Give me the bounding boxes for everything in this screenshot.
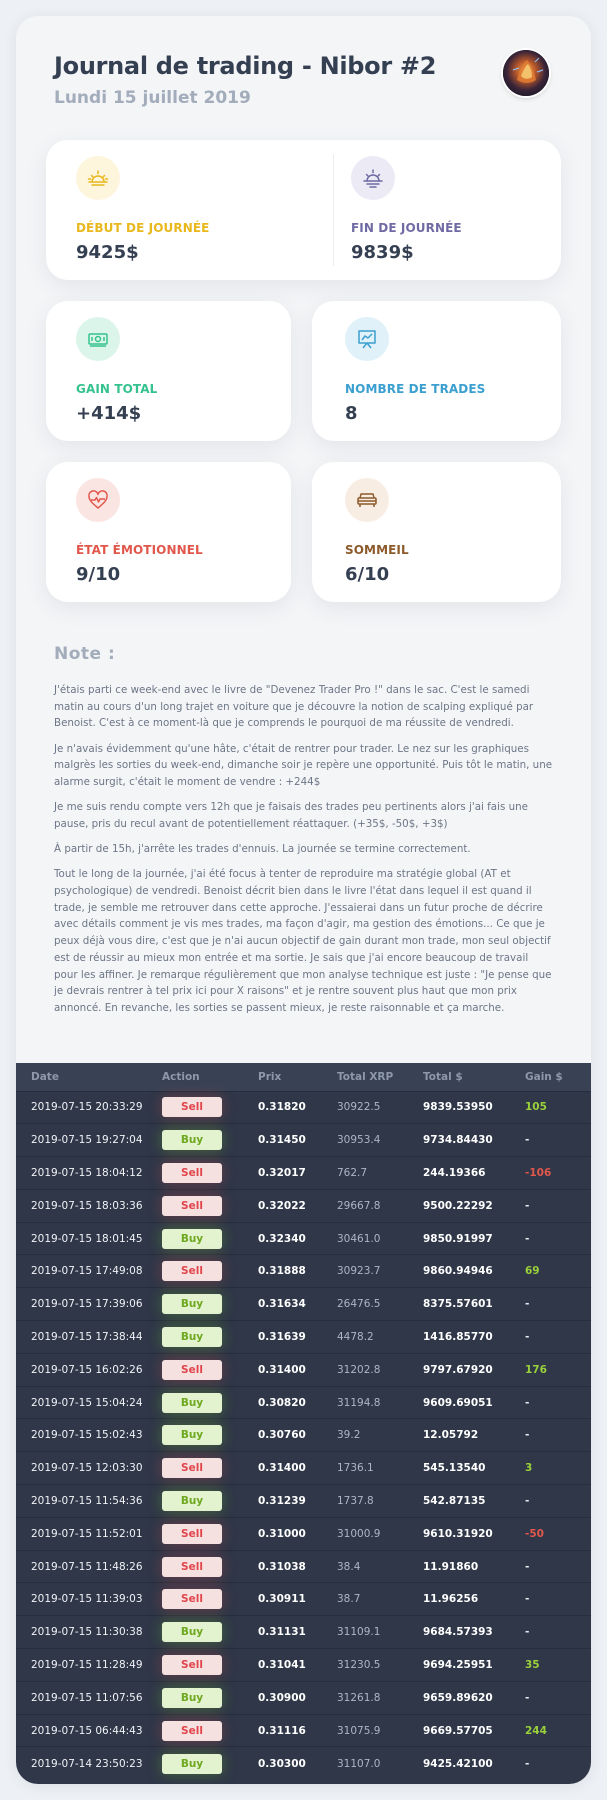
trade-price: 0.31820 xyxy=(258,1091,337,1124)
sell-badge: Sell xyxy=(162,1163,222,1183)
table-row[interactable] xyxy=(16,1157,591,1190)
trade-total-usd: 244.19366 xyxy=(423,1157,525,1190)
trade-date: 2019-07-15 11:48:26 xyxy=(16,1550,162,1583)
sleep-value: 6/10 xyxy=(345,564,390,585)
trade-gain: - xyxy=(525,1419,591,1452)
trade-price: 0.31400 xyxy=(258,1452,337,1485)
page-date: Lundi 15 juillet 2019 xyxy=(54,88,251,108)
trade-date: 2019-07-15 06:44:43 xyxy=(16,1714,162,1747)
trade-gain: 244 xyxy=(525,1714,591,1747)
sell-badge: Sell xyxy=(162,1097,222,1117)
trade-total-xrp: 26476.5 xyxy=(337,1288,423,1321)
trade-gain: -50 xyxy=(525,1517,591,1550)
trade-date: 2019-07-14 23:50:23 xyxy=(16,1747,162,1780)
table-row[interactable] xyxy=(16,1485,591,1518)
trade-price: 0.31038 xyxy=(258,1550,337,1583)
buy-badge: Buy xyxy=(162,1754,222,1774)
trade-total-usd: 542.87135 xyxy=(423,1485,525,1518)
trade-total-xrp: 31194.8 xyxy=(337,1386,423,1419)
buy-badge: Buy xyxy=(162,1327,222,1347)
trade-total-usd: 9609.69051 xyxy=(423,1386,525,1419)
sell-badge: Sell xyxy=(162,1589,222,1609)
trade-price: 0.30760 xyxy=(258,1419,337,1452)
trade-total-usd: 9797.67920 xyxy=(423,1353,525,1386)
column-header-date[interactable]: Date xyxy=(16,1063,162,1091)
emotion-label: ÉTAT ÉMOTIONNEL xyxy=(76,543,203,557)
note-paragraph: Je n'avais évidemment qu'une hâte, c'était de rentrer pour trader. Le nez sur les graphiques malgrès les sorties du week-end, dimanche soir je repère une opportunité. Puis tôt le matin, une alarme surgit, c'était le moment de vendre : +244$ xyxy=(54,742,553,789)
trade-price: 0.31131 xyxy=(258,1616,337,1649)
table-row[interactable] xyxy=(16,1222,591,1255)
trade-action-cell xyxy=(162,1157,258,1190)
trade-total-xrp: 31109.1 xyxy=(337,1616,423,1649)
trade-date: 2019-07-15 18:01:45 xyxy=(16,1222,162,1255)
column-header-total-usd[interactable]: Total $ xyxy=(423,1063,525,1091)
trade-gain: 35 xyxy=(525,1649,591,1682)
trade-price: 0.30300 xyxy=(258,1747,337,1780)
trade-total-usd: 9684.57393 xyxy=(423,1616,525,1649)
sunrise-icon xyxy=(76,156,120,200)
trade-total-xrp: 30461.0 xyxy=(337,1222,423,1255)
trade-price: 0.31634 xyxy=(258,1288,337,1321)
column-header-total-xrp[interactable]: Total XRP xyxy=(337,1063,423,1091)
table-row[interactable] xyxy=(16,1517,591,1550)
trade-date: 2019-07-15 11:30:38 xyxy=(16,1616,162,1649)
table-row[interactable] xyxy=(16,1288,591,1321)
trade-total-usd: 1416.85770 xyxy=(423,1321,525,1354)
trade-total-xrp: 1737.8 xyxy=(337,1485,423,1518)
sleep-label: SOMMEIL xyxy=(345,543,409,557)
table-row[interactable] xyxy=(16,1386,591,1419)
trade-total-xrp: 38.7 xyxy=(337,1583,423,1616)
heart-pulse-icon xyxy=(76,478,120,522)
trade-total-usd: 9694.25951 xyxy=(423,1649,525,1682)
trade-date: 2019-07-15 18:03:36 xyxy=(16,1189,162,1222)
total-gain-card xyxy=(46,301,291,441)
buy-badge: Buy xyxy=(162,1229,222,1249)
sleep-card xyxy=(312,462,561,602)
trade-date: 2019-07-15 20:33:29 xyxy=(16,1091,162,1124)
column-header-price[interactable]: Prix xyxy=(258,1063,337,1091)
trade-gain: - xyxy=(525,1189,591,1222)
trade-total-xrp: 31230.5 xyxy=(337,1649,423,1682)
trade-total-xrp: 38.4 xyxy=(337,1550,423,1583)
trade-total-usd: 12.05792 xyxy=(423,1419,525,1452)
table-row[interactable] xyxy=(16,1353,591,1386)
table-row[interactable] xyxy=(16,1321,591,1354)
table-row[interactable] xyxy=(16,1452,591,1485)
table-row[interactable] xyxy=(16,1124,591,1157)
note-paragraph: Je me suis rendu compte vers 12h que je faisais des trades peu pertinents alors j'ai fais une pause, pris du recul avant de potentiellement réattaquer. (+35$, -50$, +3$) xyxy=(54,801,528,830)
trade-total-xrp: 30923.7 xyxy=(337,1255,423,1288)
table-row[interactable] xyxy=(16,1681,591,1714)
sunset-icon xyxy=(351,156,395,200)
trade-price: 0.30820 xyxy=(258,1386,337,1419)
start-of-day-label: DÉBUT DE JOURNÉE xyxy=(76,221,210,235)
sell-badge: Sell xyxy=(162,1655,222,1675)
trade-action-cell xyxy=(162,1353,258,1386)
trade-total-xrp: 31000.9 xyxy=(337,1517,423,1550)
trade-date: 2019-07-15 11:07:56 xyxy=(16,1681,162,1714)
trade-total-xrp: 30922.5 xyxy=(337,1091,423,1124)
buy-badge: Buy xyxy=(162,1622,222,1642)
end-of-day-stat xyxy=(334,140,561,280)
note-body xyxy=(54,682,554,1025)
trade-total-usd: 11.96256 xyxy=(423,1583,525,1616)
trade-gain: 176 xyxy=(525,1353,591,1386)
sell-badge: Sell xyxy=(162,1196,222,1216)
trade-action-cell xyxy=(162,1386,258,1419)
trade-total-xrp: 31107.0 xyxy=(337,1747,423,1780)
table-header-row xyxy=(16,1063,591,1091)
trade-total-xrp: 1736.1 xyxy=(337,1452,423,1485)
sell-badge: Sell xyxy=(162,1524,222,1544)
sell-badge: Sell xyxy=(162,1261,222,1281)
trade-price: 0.32340 xyxy=(258,1222,337,1255)
trade-price: 0.31400 xyxy=(258,1353,337,1386)
trade-action-cell xyxy=(162,1583,258,1616)
note-paragraph: À partir de 15h, j'arrête les trades d'ennuis. La journée se termine correctement. xyxy=(54,843,471,856)
trade-price: 0.31239 xyxy=(258,1485,337,1518)
buy-badge: Buy xyxy=(162,1393,222,1413)
trade-action-cell xyxy=(162,1288,258,1321)
trade-action-cell xyxy=(162,1649,258,1682)
table-row[interactable] xyxy=(16,1419,591,1452)
trade-count-card xyxy=(312,301,561,441)
trade-price: 0.32022 xyxy=(258,1189,337,1222)
trade-total-usd: 545.13540 xyxy=(423,1452,525,1485)
sell-badge: Sell xyxy=(162,1360,222,1380)
trade-total-usd: 9669.57705 xyxy=(423,1714,525,1747)
note-title: Note : xyxy=(54,644,116,664)
trade-action-cell xyxy=(162,1550,258,1583)
table-row[interactable] xyxy=(16,1255,591,1288)
trade-price: 0.31888 xyxy=(258,1255,337,1288)
trade-date: 2019-07-15 15:04:24 xyxy=(16,1386,162,1419)
trade-total-xrp: 31261.8 xyxy=(337,1681,423,1714)
chart-board-icon xyxy=(345,317,389,361)
trade-date: 2019-07-15 11:39:03 xyxy=(16,1583,162,1616)
trade-total-xrp: 29667.8 xyxy=(337,1189,423,1222)
table-row[interactable] xyxy=(16,1583,591,1616)
trade-gain: - xyxy=(525,1288,591,1321)
trade-total-xrp: 30953.4 xyxy=(337,1124,423,1157)
emotion-value: 9/10 xyxy=(76,564,121,585)
trade-count-label: NOMBRE DE TRADES xyxy=(345,382,486,396)
trade-total-usd: 9734.84430 xyxy=(423,1124,525,1157)
end-of-day-label: FIN DE JOURNÉE xyxy=(351,221,462,235)
table-row[interactable] xyxy=(16,1550,591,1583)
trade-total-xrp: 39.2 xyxy=(337,1419,423,1452)
avatar[interactable] xyxy=(503,50,549,96)
header xyxy=(16,16,591,146)
buy-badge: Buy xyxy=(162,1688,222,1708)
trade-total-usd: 9839.53950 xyxy=(423,1091,525,1124)
note-paragraph: Tout le long de la journée, j'ai été focus à tenter de reproduire ma stratégie global (AT et psychologique) de vendredi. Benoist décrit bien dans le livre l'état dans lequel il est quand il trade, je semble me retrouver dans cette approche. J'essaierai dans un futur proche de décrire avec détails comment je vis mes trades, ma façon d'agir, ma gestion des émotions... Ce que je peux déjà vous dire, c'est que je n'ai aucun objectif de gain durant mon trade, mon seul objectif est de réussir au mieux mon entrée et ma sortie. Je sais que j'ai encore beaucoup de travail pour les affiner. Je remarque régulièrement que mon analyse technique est juste : "Je pense que je devrais rentrer à tel prix ici pour X raisons" et je rentre souvent plus haut que mon prix annoncé. En revanche, les sorties se passent mieux, je reste raisonnable et ça marche. xyxy=(54,868,552,1014)
trade-total-xrp: 4478.2 xyxy=(337,1321,423,1354)
trade-action-cell xyxy=(162,1419,258,1452)
trade-gain: - xyxy=(525,1485,591,1518)
note-paragraph: J'étais parti ce week-end avec le livre de "Devenez Trader Pro !" dans le sac. C'est le samedi matin au cours d'un long trajet en voiture que je découvre la notion de scalping expliqué par Benoist. C'est à ce moment-là que je comprends le pourquoi de ma réussite de vendredi. xyxy=(54,684,534,730)
trade-date: 2019-07-15 17:38:44 xyxy=(16,1321,162,1354)
trade-gain: - xyxy=(525,1550,591,1583)
trade-total-usd: 9860.94946 xyxy=(423,1255,525,1288)
trade-price: 0.31450 xyxy=(258,1124,337,1157)
money-icon xyxy=(76,317,120,361)
trade-gain: - xyxy=(525,1124,591,1157)
table-row[interactable] xyxy=(16,1616,591,1649)
end-of-day-value: 9839$ xyxy=(351,242,414,263)
trade-gain: - xyxy=(525,1222,591,1255)
trade-date: 2019-07-15 11:52:01 xyxy=(16,1517,162,1550)
emotion-card xyxy=(46,462,291,602)
trade-action-cell xyxy=(162,1747,258,1780)
trade-date: 2019-07-15 17:39:06 xyxy=(16,1288,162,1321)
sell-badge: Sell xyxy=(162,1557,222,1577)
start-of-day-stat xyxy=(46,140,333,280)
buy-badge: Buy xyxy=(162,1425,222,1445)
trade-action-cell xyxy=(162,1616,258,1649)
trade-action-cell xyxy=(162,1091,258,1124)
trade-action-cell xyxy=(162,1255,258,1288)
trade-date: 2019-07-15 18:04:12 xyxy=(16,1157,162,1190)
trade-total-xrp: 762.7 xyxy=(337,1157,423,1190)
trade-action-cell xyxy=(162,1485,258,1518)
trade-action-cell xyxy=(162,1714,258,1747)
trade-action-cell xyxy=(162,1517,258,1550)
table-row[interactable] xyxy=(16,1714,591,1747)
buy-badge: Buy xyxy=(162,1130,222,1150)
start-of-day-value: 9425$ xyxy=(76,242,139,263)
trades-table xyxy=(16,1063,591,1784)
trade-total-usd: 9659.89620 xyxy=(423,1681,525,1714)
table-row[interactable] xyxy=(16,1649,591,1682)
trade-price: 0.30911 xyxy=(258,1583,337,1616)
trade-price: 0.31639 xyxy=(258,1321,337,1354)
trade-total-usd: 9850.91997 xyxy=(423,1222,525,1255)
trade-gain: - xyxy=(525,1583,591,1616)
trade-total-usd: 9610.31920 xyxy=(423,1517,525,1550)
trade-date: 2019-07-15 11:54:36 xyxy=(16,1485,162,1518)
trade-action-cell xyxy=(162,1321,258,1354)
page-title: Journal de trading - Nibor #2 xyxy=(54,52,437,80)
trade-action-cell xyxy=(162,1124,258,1157)
trade-total-usd: 9425.42100 xyxy=(423,1747,525,1780)
trade-gain: 69 xyxy=(525,1255,591,1288)
total-gain-label: GAIN TOTAL xyxy=(76,382,158,396)
trade-price: 0.32017 xyxy=(258,1157,337,1190)
trade-date: 2019-07-15 12:03:30 xyxy=(16,1452,162,1485)
trade-date: 2019-07-15 15:02:43 xyxy=(16,1419,162,1452)
trade-price: 0.31041 xyxy=(258,1649,337,1682)
buy-badge: Buy xyxy=(162,1294,222,1314)
column-header-action[interactable]: Action xyxy=(162,1063,258,1091)
trade-action-cell xyxy=(162,1189,258,1222)
trade-gain: - xyxy=(525,1386,591,1419)
trade-date: 2019-07-15 16:02:26 xyxy=(16,1353,162,1386)
bed-icon xyxy=(345,478,389,522)
trade-gain: 3 xyxy=(525,1452,591,1485)
total-gain-value: +414$ xyxy=(76,403,142,424)
table-row[interactable] xyxy=(16,1747,591,1780)
trade-total-usd: 8375.57601 xyxy=(423,1288,525,1321)
trade-action-cell xyxy=(162,1222,258,1255)
trade-gain: 105 xyxy=(525,1091,591,1124)
trade-total-usd: 11.91860 xyxy=(423,1550,525,1583)
trade-date: 2019-07-15 19:27:04 xyxy=(16,1124,162,1157)
trade-gain: -106 xyxy=(525,1157,591,1190)
buy-badge: Buy xyxy=(162,1491,222,1511)
trade-price: 0.31000 xyxy=(258,1517,337,1550)
trade-price: 0.31116 xyxy=(258,1714,337,1747)
trade-total-xrp: 31202.8 xyxy=(337,1353,423,1386)
sell-badge: Sell xyxy=(162,1458,222,1478)
column-header-gain[interactable]: Gain $ xyxy=(525,1063,591,1091)
trade-date: 2019-07-15 17:49:08 xyxy=(16,1255,162,1288)
trade-gain: - xyxy=(525,1681,591,1714)
trade-gain: - xyxy=(525,1616,591,1649)
trade-action-cell xyxy=(162,1681,258,1714)
trade-date: 2019-07-15 11:28:49 xyxy=(16,1649,162,1682)
trade-count-value: 8 xyxy=(345,403,358,424)
trade-gain: - xyxy=(525,1747,591,1780)
day-balance-card xyxy=(46,140,561,280)
trade-total-usd: 9500.22292 xyxy=(423,1189,525,1222)
table-row[interactable] xyxy=(16,1091,591,1124)
trade-price: 0.30900 xyxy=(258,1681,337,1714)
trade-gain: - xyxy=(525,1321,591,1354)
trade-action-cell xyxy=(162,1452,258,1485)
table-row[interactable] xyxy=(16,1189,591,1222)
sell-badge: Sell xyxy=(162,1721,222,1741)
journal-page xyxy=(16,16,591,1784)
trade-total-xrp: 31075.9 xyxy=(337,1714,423,1747)
